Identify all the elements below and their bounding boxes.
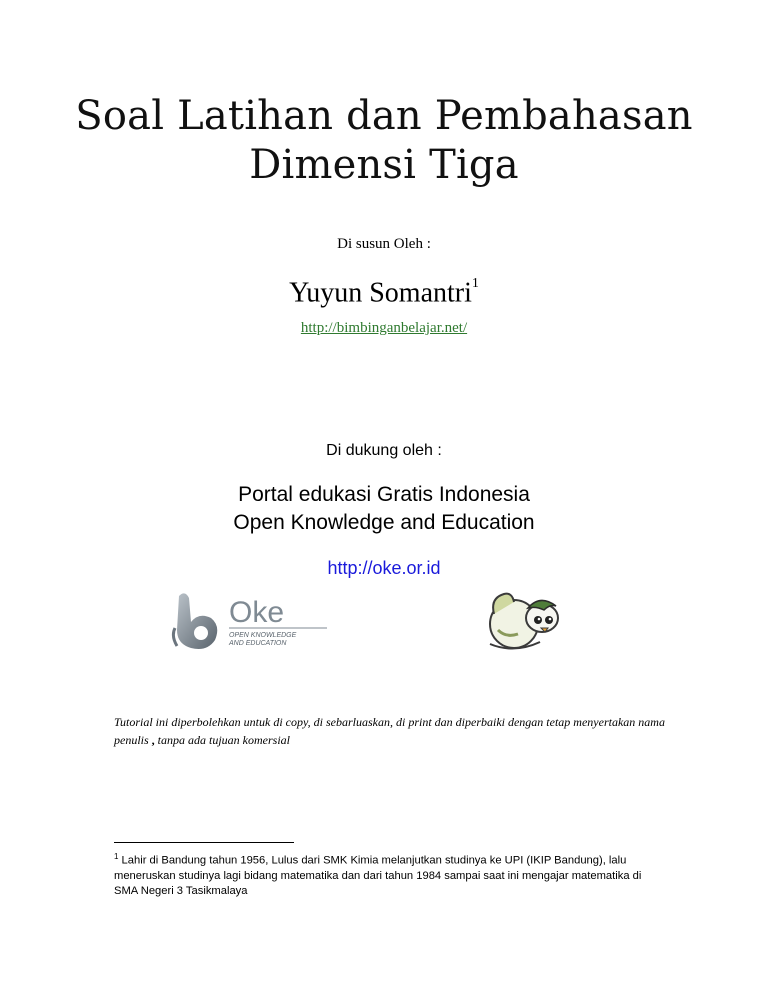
oke-logo-icon	[171, 588, 331, 654]
license-notice	[114, 713, 674, 749]
author-footnote-mark: 1	[471, 276, 479, 291]
portal-line-2: Open Knowledge and Education	[233, 511, 535, 534]
document-title	[0, 92, 768, 190]
notice-separator: ,	[151, 733, 155, 747]
title-line-1: Soal Latihan dan Pembahasan	[75, 93, 693, 139]
footnote-divider	[114, 842, 294, 843]
footnote	[114, 849, 664, 899]
author-name	[0, 270, 768, 311]
prepared-by-label: Di susun Oleh :	[337, 236, 431, 252]
supported-by-label: Di dukung oleh :	[326, 442, 442, 459]
oke-url-link[interactable]: http://oke.or.id	[327, 558, 441, 578]
mascot-icon	[484, 584, 562, 654]
logo-text: Oke	[229, 596, 285, 629]
footnote-text: Lahir di Bandung tahun 1956, Lulus dari SMK Kimia melanjutkan studinya ke UPI (IKIP Bandung), lalu meneruskan studinya lagi bidang matematika dan dari tahun 1984 sampai saat ini mengajar matematika di SMA Negeri 3 Tasikmalaya	[114, 854, 642, 897]
logo-subtext-2: AND EDUCATION	[229, 640, 287, 647]
author-url-link[interactable]: http://bimbinganbelajar.net/	[300, 320, 468, 336]
portal-block	[0, 481, 768, 537]
author-name-text: Yuyun Somantri	[289, 277, 472, 309]
logo-subtext-1: OPEN KNOWLEDGE	[229, 632, 297, 639]
notice-part-2: tanpa ada tujuan komersial	[154, 733, 290, 747]
notice-part-1: Tutorial ini diperbolehkan untuk di copy, di sebarluaskan, di print dan diperbaiki dengan tetap menyertakan nama penulis	[114, 715, 665, 747]
title-line-2: Dimensi Tiga	[249, 142, 519, 188]
footnote-mark: 1	[114, 852, 119, 861]
portal-line-1: Portal edukasi Gratis Indonesia	[238, 483, 530, 506]
